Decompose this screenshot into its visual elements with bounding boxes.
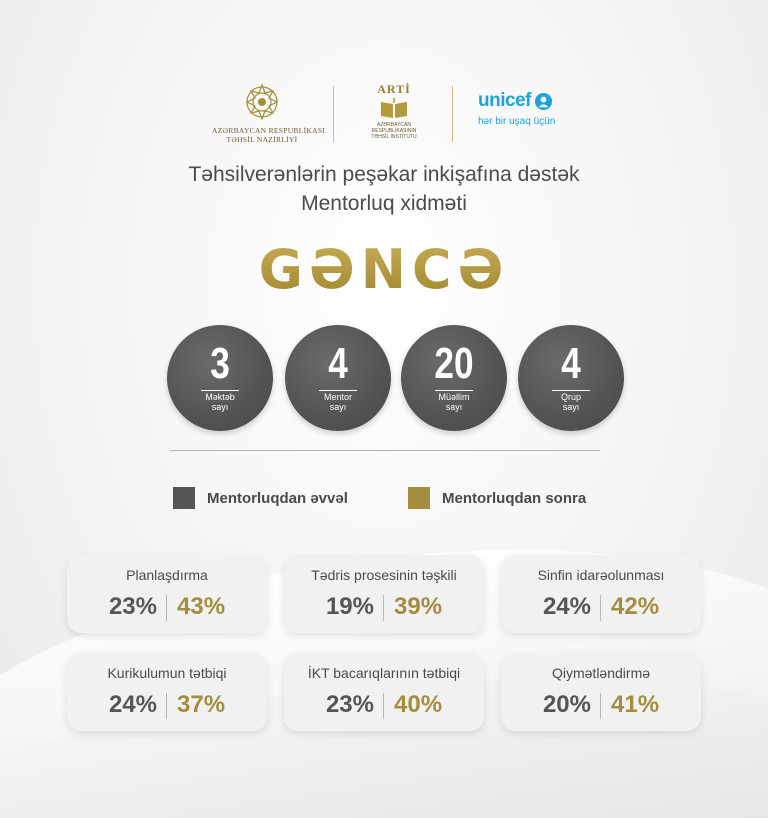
- legend-item-after: [408, 487, 586, 509]
- stat-label-line1: Məktəb: [205, 392, 235, 402]
- ministry-name-line2: TƏHSİL NAZİRLİYİ: [226, 135, 298, 144]
- book-icon: [379, 98, 409, 120]
- card-title: Tədris prosesinin təşkili: [311, 567, 457, 583]
- stat-value: 20: [434, 339, 474, 388]
- card-title: Planlaşdırma: [126, 567, 208, 583]
- stat-label-line2: sayı: [445, 402, 463, 412]
- card-title: Kurikulumun tətbiqi: [107, 665, 227, 681]
- value-before: 19%: [325, 593, 374, 620]
- value-divider: [600, 693, 601, 719]
- card-ict-skills: [284, 653, 484, 731]
- section-divider: [170, 450, 600, 451]
- arti-subtitle-line2: TƏHSİL İNSTİTUTU: [371, 134, 417, 140]
- stat-circle-teachers: [401, 325, 507, 431]
- value-before: 23%: [325, 691, 374, 718]
- card-values: [501, 593, 701, 623]
- stat-circle-mentors: [285, 325, 391, 431]
- value-divider: [166, 595, 167, 621]
- legend-label-after: Mentorluqdan sonra: [442, 489, 587, 507]
- stat-divider: [319, 390, 357, 391]
- stat-circle-schools: [167, 325, 273, 431]
- unicef-tagline: hər bir uşaq üçün: [478, 116, 556, 127]
- logo-separator: [333, 86, 334, 142]
- value-after: 40%: [394, 691, 443, 718]
- stat-label: [518, 392, 624, 412]
- value-before: 24%: [108, 691, 157, 718]
- stat-label-line1: Mentor: [323, 392, 352, 402]
- stat-circle-groups: [518, 325, 624, 431]
- ministry-name-line1: AZƏRBAYCAN RESPUBLİKASI: [212, 126, 326, 135]
- value-after: 42%: [611, 593, 660, 620]
- card-title: Qiymətləndirmə: [551, 665, 651, 681]
- card-teaching-organization: [284, 555, 484, 633]
- stat-label: [285, 392, 391, 412]
- logo-separator: [452, 86, 453, 142]
- stat-label-line2: sayı: [211, 402, 229, 412]
- arti-logo: [356, 82, 432, 140]
- stat-divider: [435, 390, 473, 391]
- card-assessment: [501, 653, 701, 731]
- value-after: 41%: [611, 691, 660, 718]
- value-divider: [383, 595, 384, 621]
- stat-divider: [552, 390, 590, 391]
- legend-swatch-before: [173, 487, 195, 509]
- value-before: 24%: [542, 593, 591, 620]
- stat-label-line2: sayı: [329, 402, 347, 412]
- stat-value: 4: [328, 339, 348, 388]
- card-values: [284, 593, 484, 623]
- stat-label-line1: Müəllim: [438, 392, 470, 402]
- ministry-emblem-icon: [240, 82, 284, 122]
- arti-name: ARTİ: [377, 82, 411, 96]
- stat-value: 3: [210, 339, 230, 388]
- page-title: Təhsilverənlərin peşəkar inkişafına dəstək: [188, 163, 580, 186]
- legend-swatch-after: [408, 487, 430, 509]
- stats-row: [0, 325, 768, 435]
- unicef-wordmark: unicef: [478, 90, 531, 111]
- card-curriculum: [67, 653, 267, 731]
- card-title: İKT bacarıqlarının tətbiqi: [307, 665, 461, 681]
- legend-item-before: [173, 487, 348, 509]
- stat-label-line2: sayı: [562, 402, 580, 412]
- stat-value: 4: [561, 339, 581, 388]
- value-divider: [166, 693, 167, 719]
- logo-bar: [0, 82, 768, 152]
- value-divider: [383, 693, 384, 719]
- value-divider: [600, 595, 601, 621]
- stat-label-line1: Qrup: [560, 392, 581, 402]
- card-classroom-management: [501, 555, 701, 633]
- stat-label: [167, 392, 273, 412]
- ministry-logo: [212, 82, 326, 144]
- value-before: 23%: [108, 593, 157, 620]
- card-values: [67, 691, 267, 721]
- value-after: 39%: [394, 593, 443, 620]
- value-after: 43%: [177, 593, 226, 620]
- unicef-logo: [478, 90, 568, 127]
- legend-label-before: Mentorluqdan əvvəl: [207, 489, 348, 507]
- card-values: [501, 691, 701, 721]
- value-before: 20%: [542, 691, 591, 718]
- stat-label: [401, 392, 507, 412]
- card-values: [67, 593, 267, 623]
- arti-subtitle-line1: AZƏRBAYCAN RESPUBLİKASININ: [371, 122, 417, 134]
- card-values: [284, 691, 484, 721]
- stat-divider: [201, 390, 239, 391]
- card-title: Sinfin idarəolunması: [537, 567, 665, 583]
- value-after: 37%: [177, 691, 226, 718]
- card-planning: [67, 555, 267, 633]
- city-name: GƏNCƏ: [0, 238, 768, 301]
- page-subtitle: Mentorluq xidməti: [301, 192, 467, 215]
- legend: [0, 487, 768, 515]
- unicef-globe-icon: [534, 92, 553, 111]
